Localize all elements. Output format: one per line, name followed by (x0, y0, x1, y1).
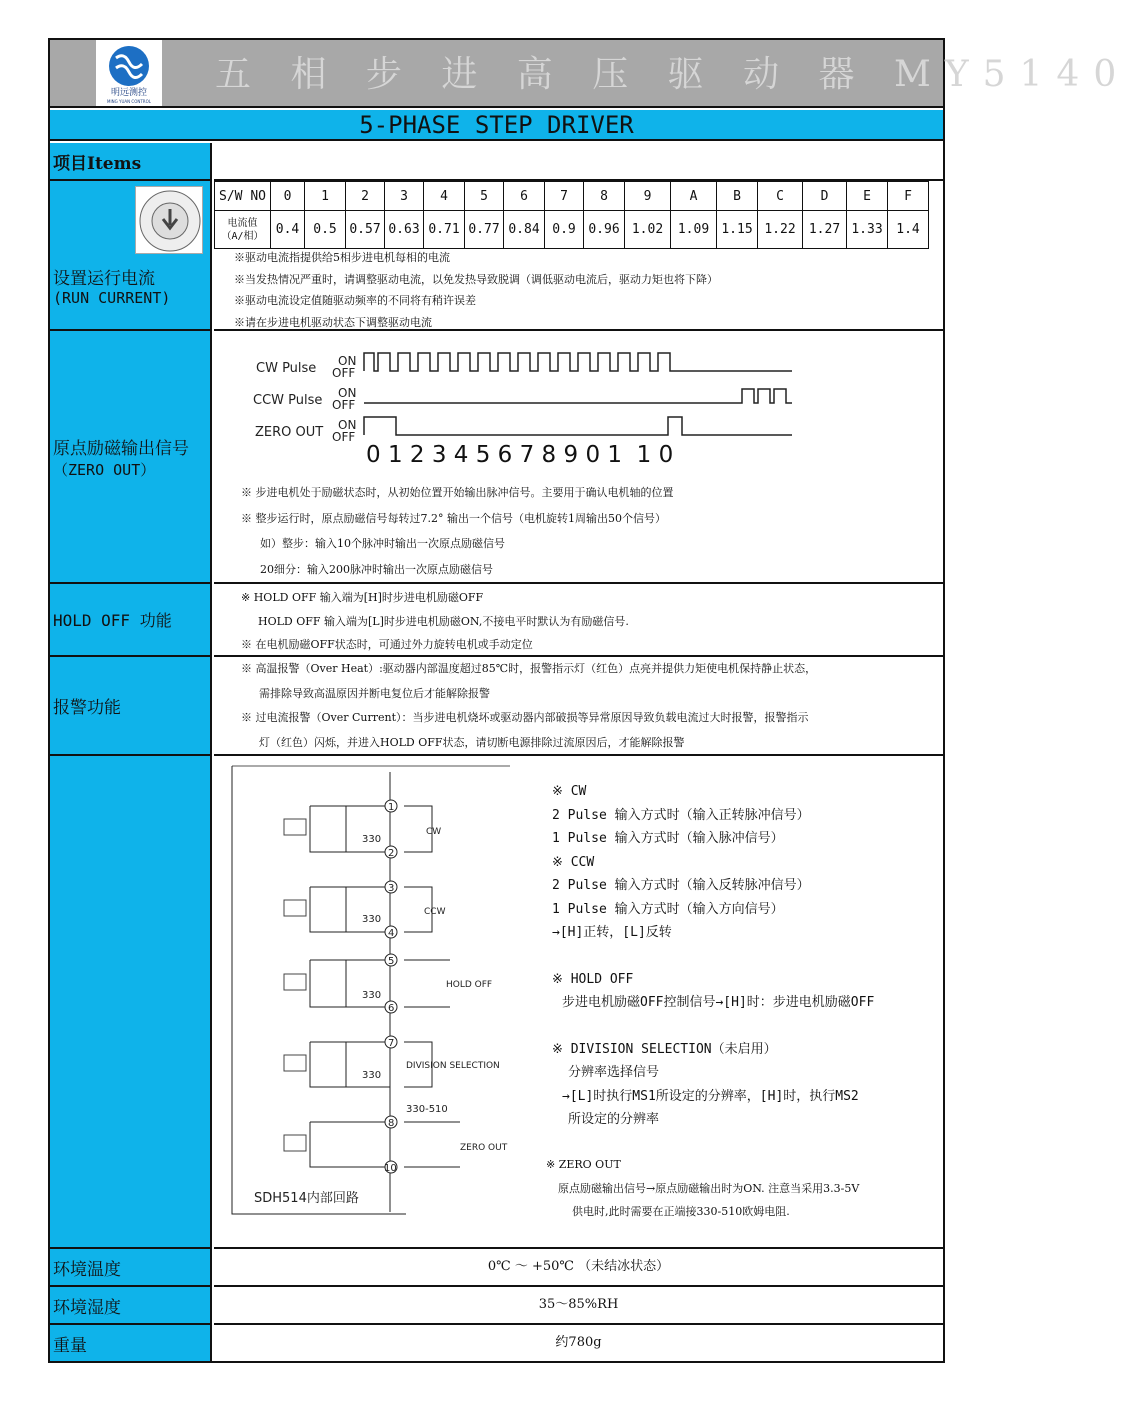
alarm-note: ※ 高温报警（Over Heat）:驱动器内部温度超过85℃时，报警指示灯（红色）点亮并提供力矩使电机保持静止状态， (241, 662, 817, 675)
alarm-notes (241, 657, 816, 755)
items-label: 项目Items (50, 143, 212, 181)
current-value-cell: 0.96 (584, 211, 625, 249)
current-value-cell: 1.09 (671, 211, 717, 249)
group-label-ccw: CCW (424, 907, 446, 917)
zero-out-circuit-notes (546, 1153, 859, 1224)
switch-position-cell: E (847, 182, 888, 211)
pin-label: 6 (388, 1003, 395, 1014)
circuit-note: 所设定的分辨率 (568, 1112, 660, 1127)
temperature-value: 0℃ ～ +50℃ （未结冰状态） (214, 1249, 943, 1287)
circuit-note: ※ DIVISION SELECTION（未启用） (552, 1041, 777, 1057)
hold-off-note: HOLD OFF 输入端为[L]时步进电机励磁ON,不接电平时默认为有励磁信号. (258, 614, 629, 628)
svg-text:明远测控: 明远测控 (110, 88, 148, 98)
off-label: OFF (332, 366, 356, 380)
switch-position-cell: B (717, 182, 758, 211)
current-value-cell: 0.63 (385, 211, 424, 249)
pin-label: 4 (388, 928, 395, 939)
pin-label: 2 (388, 848, 395, 859)
circuit-note: ※ CCW (552, 854, 595, 870)
resistor-label: 330 (362, 834, 382, 845)
switch-position-cell: 9 (625, 182, 671, 211)
hold-off-note: ※ HOLD OFF 输入端为[H]时步进电机励磁OFF (241, 591, 484, 604)
zero-out-label-cn: 原点励磁输出信号 (53, 438, 189, 459)
current-row (215, 211, 929, 249)
current-table (214, 181, 929, 249)
switch-position-cell: 0 (271, 182, 305, 211)
zero-out-signal-label: ZERO OUT (255, 425, 324, 440)
current-value-cell: 0.57 (346, 211, 385, 249)
pulse-count-digits: 0 1 2 3 4 5 6 7 8 9 0 1 1 0 (366, 442, 674, 468)
current-value-cell: 0.9 (545, 211, 584, 249)
switch-position-cell: D (803, 182, 847, 211)
off-label: OFF (332, 398, 356, 412)
run-current-note: ※当发热情况严重时，请调整驱动电流，以免发热导致脱调（调低驱动电流后，驱动力矩也将下降） (234, 272, 718, 286)
zero-waveform (364, 417, 792, 435)
alarm-note: ※ 过电流报警（Over Current）：当步进电机烧坏或驱动器内部破损等异常原因导致负载电流过大时报警，报警指示 (241, 711, 809, 724)
current-value-cell: 1.02 (625, 211, 671, 249)
internal-circuit-diagram (220, 762, 520, 1220)
run-current-note: ※请在步进电机驱动状态下调整驱动电流 (234, 315, 432, 329)
circuit-note: →[L]时执行MS1所设定的分辨率，[H]时，执行MS2 (562, 1088, 859, 1104)
group-label-zero-out: ZERO OUT (460, 1143, 508, 1153)
circuit-note: →[H]正转，[L]反转 (552, 925, 672, 940)
circuit-note: ※ ZERO OUT (546, 1158, 621, 1171)
timing-diagram (240, 345, 810, 470)
on-label: ON (338, 354, 357, 368)
run-current-notes (234, 247, 718, 333)
current-value-cell: 0.4 (271, 211, 305, 249)
circuit-note: 2 Pulse 输入方式时（输入正转脉冲信号） (552, 807, 810, 823)
zero-out-label-en: （ZERO OUT） (53, 460, 156, 479)
zero-out-note: 如）整步：输入10个脉冲时输出一次原点励磁信号 (260, 537, 505, 550)
humidity-label: 环境湿度 (50, 1287, 212, 1325)
switch-position-cell: 7 (545, 182, 584, 211)
group-label-cw: CW (426, 827, 442, 837)
switch-position-cell: 8 (584, 182, 625, 211)
on-label: ON (338, 386, 357, 400)
hold-off-note: ※ 在电机励磁OFF状态时，可通过外力旋转电机或手动定位 (241, 638, 533, 651)
run-current-label-cn: 设置运行电流 (53, 268, 155, 289)
cw-waveform (364, 353, 792, 371)
run-current-label-en: (RUN CURRENT) (53, 288, 171, 307)
circuit-note: 原点励磁输出信号→原点励磁输出时为ON. 注意当采用3.3-5V (558, 1181, 860, 1195)
company-logo (96, 40, 162, 106)
on-label: ON (338, 418, 357, 432)
current-value-cell: 0.71 (424, 211, 465, 249)
cw-pulse-label: CW Pulse (256, 361, 317, 376)
document-title: 五 相 步 进 高 压 驱 动 器 MY5140 (215, 54, 1130, 95)
circuit-notes (552, 780, 874, 1132)
rotary-switch-icon (135, 186, 203, 254)
zero-out-notes (241, 480, 674, 582)
off-label: OFF (332, 430, 356, 444)
alarm-note: 需排除导致高温原因并断电复位后才能解除报警 (259, 686, 490, 700)
current-header (215, 211, 271, 249)
zero-out-note: ※ 整步运行时，原点励磁信号每转过7.2° 输出一个信号（电机旋转1周输出50个信号） (241, 511, 666, 525)
weight-value: 约780g (555, 1335, 602, 1350)
current-value-cell: 1.22 (758, 211, 803, 249)
switch-position-cell: 4 (424, 182, 465, 211)
current-value-cell: 0.84 (504, 211, 545, 249)
zero-out-note: ※ 步进电机处于励磁状态时，从初始位置开始输出脉冲信号。主要用于确认电机轴的位置 (241, 486, 674, 499)
zero-out-note: 20细分：输入200脉冲时输出一次原点励磁信号 (260, 562, 493, 576)
circuit-label (50, 756, 212, 1249)
switch-position-cell: A (671, 182, 717, 211)
items-value (214, 143, 943, 181)
current-value-cell: 0.5 (305, 211, 346, 249)
alarm-note: 灯（红色）闪烁，并进入HOLD OFF状态，请切断电源排除过流原因后，才能解除报警 (259, 735, 685, 749)
pin-label: 5 (388, 956, 395, 967)
switch-position-cell: F (888, 182, 929, 211)
switch-position-cell: C (758, 182, 803, 211)
resistor-label: 330 (362, 1070, 382, 1081)
switch-position-cell: 3 (385, 182, 424, 211)
current-value-cell: 1.15 (717, 211, 758, 249)
group-label-hold-off: HOLD OFF (446, 980, 493, 990)
circuit-note: ※ CW (552, 784, 587, 799)
circuit-caption: SDH514内部回路 (254, 1191, 359, 1206)
switch-position-cell: 1 (305, 182, 346, 211)
circuit-note: 1 Pulse 输入方式时（输入方向信号） (552, 901, 784, 917)
sw-header: S/W NO (215, 182, 271, 211)
svg-text:MING YUAN CONTROL: MING YUAN CONTROL (107, 99, 151, 104)
switch-position-cell: 6 (504, 182, 545, 211)
pin-label: 7 (388, 1038, 395, 1049)
optocoupler-icons (284, 819, 306, 1151)
group-label-division: DIVISION SELECTION (406, 1061, 500, 1071)
ccw-pulse-label: CCW Pulse (253, 393, 323, 408)
switch-row (215, 182, 929, 211)
current-value-cell: 1.27 (803, 211, 847, 249)
hold-off-notes (241, 586, 629, 657)
hold-off-label: HOLD OFF 功能 (50, 584, 212, 657)
circuit-note: ※ HOLD OFF (552, 971, 634, 987)
circuit-note: 1 Pulse 输入方式时（输入脉冲信号） (552, 831, 784, 846)
pin-label: 10 (384, 1163, 397, 1174)
humidity-value: 35～85%RH (214, 1287, 943, 1325)
switch-position-cell: 5 (465, 182, 504, 211)
zero-out-label (50, 331, 212, 584)
alarm-label: 报警功能 (50, 657, 212, 756)
english-title: 5-PHASE STEP DRIVER (50, 110, 943, 141)
circuit-note: 2 Pulse 输入方式时（输入反转脉冲信号） (552, 878, 810, 893)
current-unit-text: （A/相） (221, 230, 264, 242)
resistor-label: 330-510 (406, 1104, 448, 1115)
circuit-note: 供电时,此时需要在正端接330-510欧姆电阻. (572, 1205, 790, 1218)
circuit-note: 分辨率选择信号 (568, 1065, 660, 1080)
pin-label: 8 (388, 1118, 395, 1129)
current-value-cell: 1.4 (888, 211, 929, 249)
current-value-cell: 1.33 (847, 211, 888, 249)
switch-position-cell: 2 (346, 182, 385, 211)
pin-label: 1 (388, 802, 395, 813)
temperature-label: 环境温度 (50, 1249, 212, 1287)
circuit-note: 步进电机励磁OFF控制信号→[H]时：步进电机励磁OFF (562, 995, 875, 1010)
ccw-waveform (364, 389, 792, 403)
current-value-cell: 0.77 (465, 211, 504, 249)
run-current-note: ※驱动电流指提供给5相步进电机每相的电流 (234, 251, 450, 264)
pin-label: 3 (388, 883, 395, 894)
current-header-text: 电流值 (227, 217, 258, 229)
resistor-label: 330 (362, 990, 382, 1001)
weight-label: 重量 (50, 1325, 212, 1361)
run-current-note: ※驱动电流设定值随驱动频率的不同将有稍许误差 (234, 294, 476, 307)
resistor-label: 330 (362, 914, 382, 925)
